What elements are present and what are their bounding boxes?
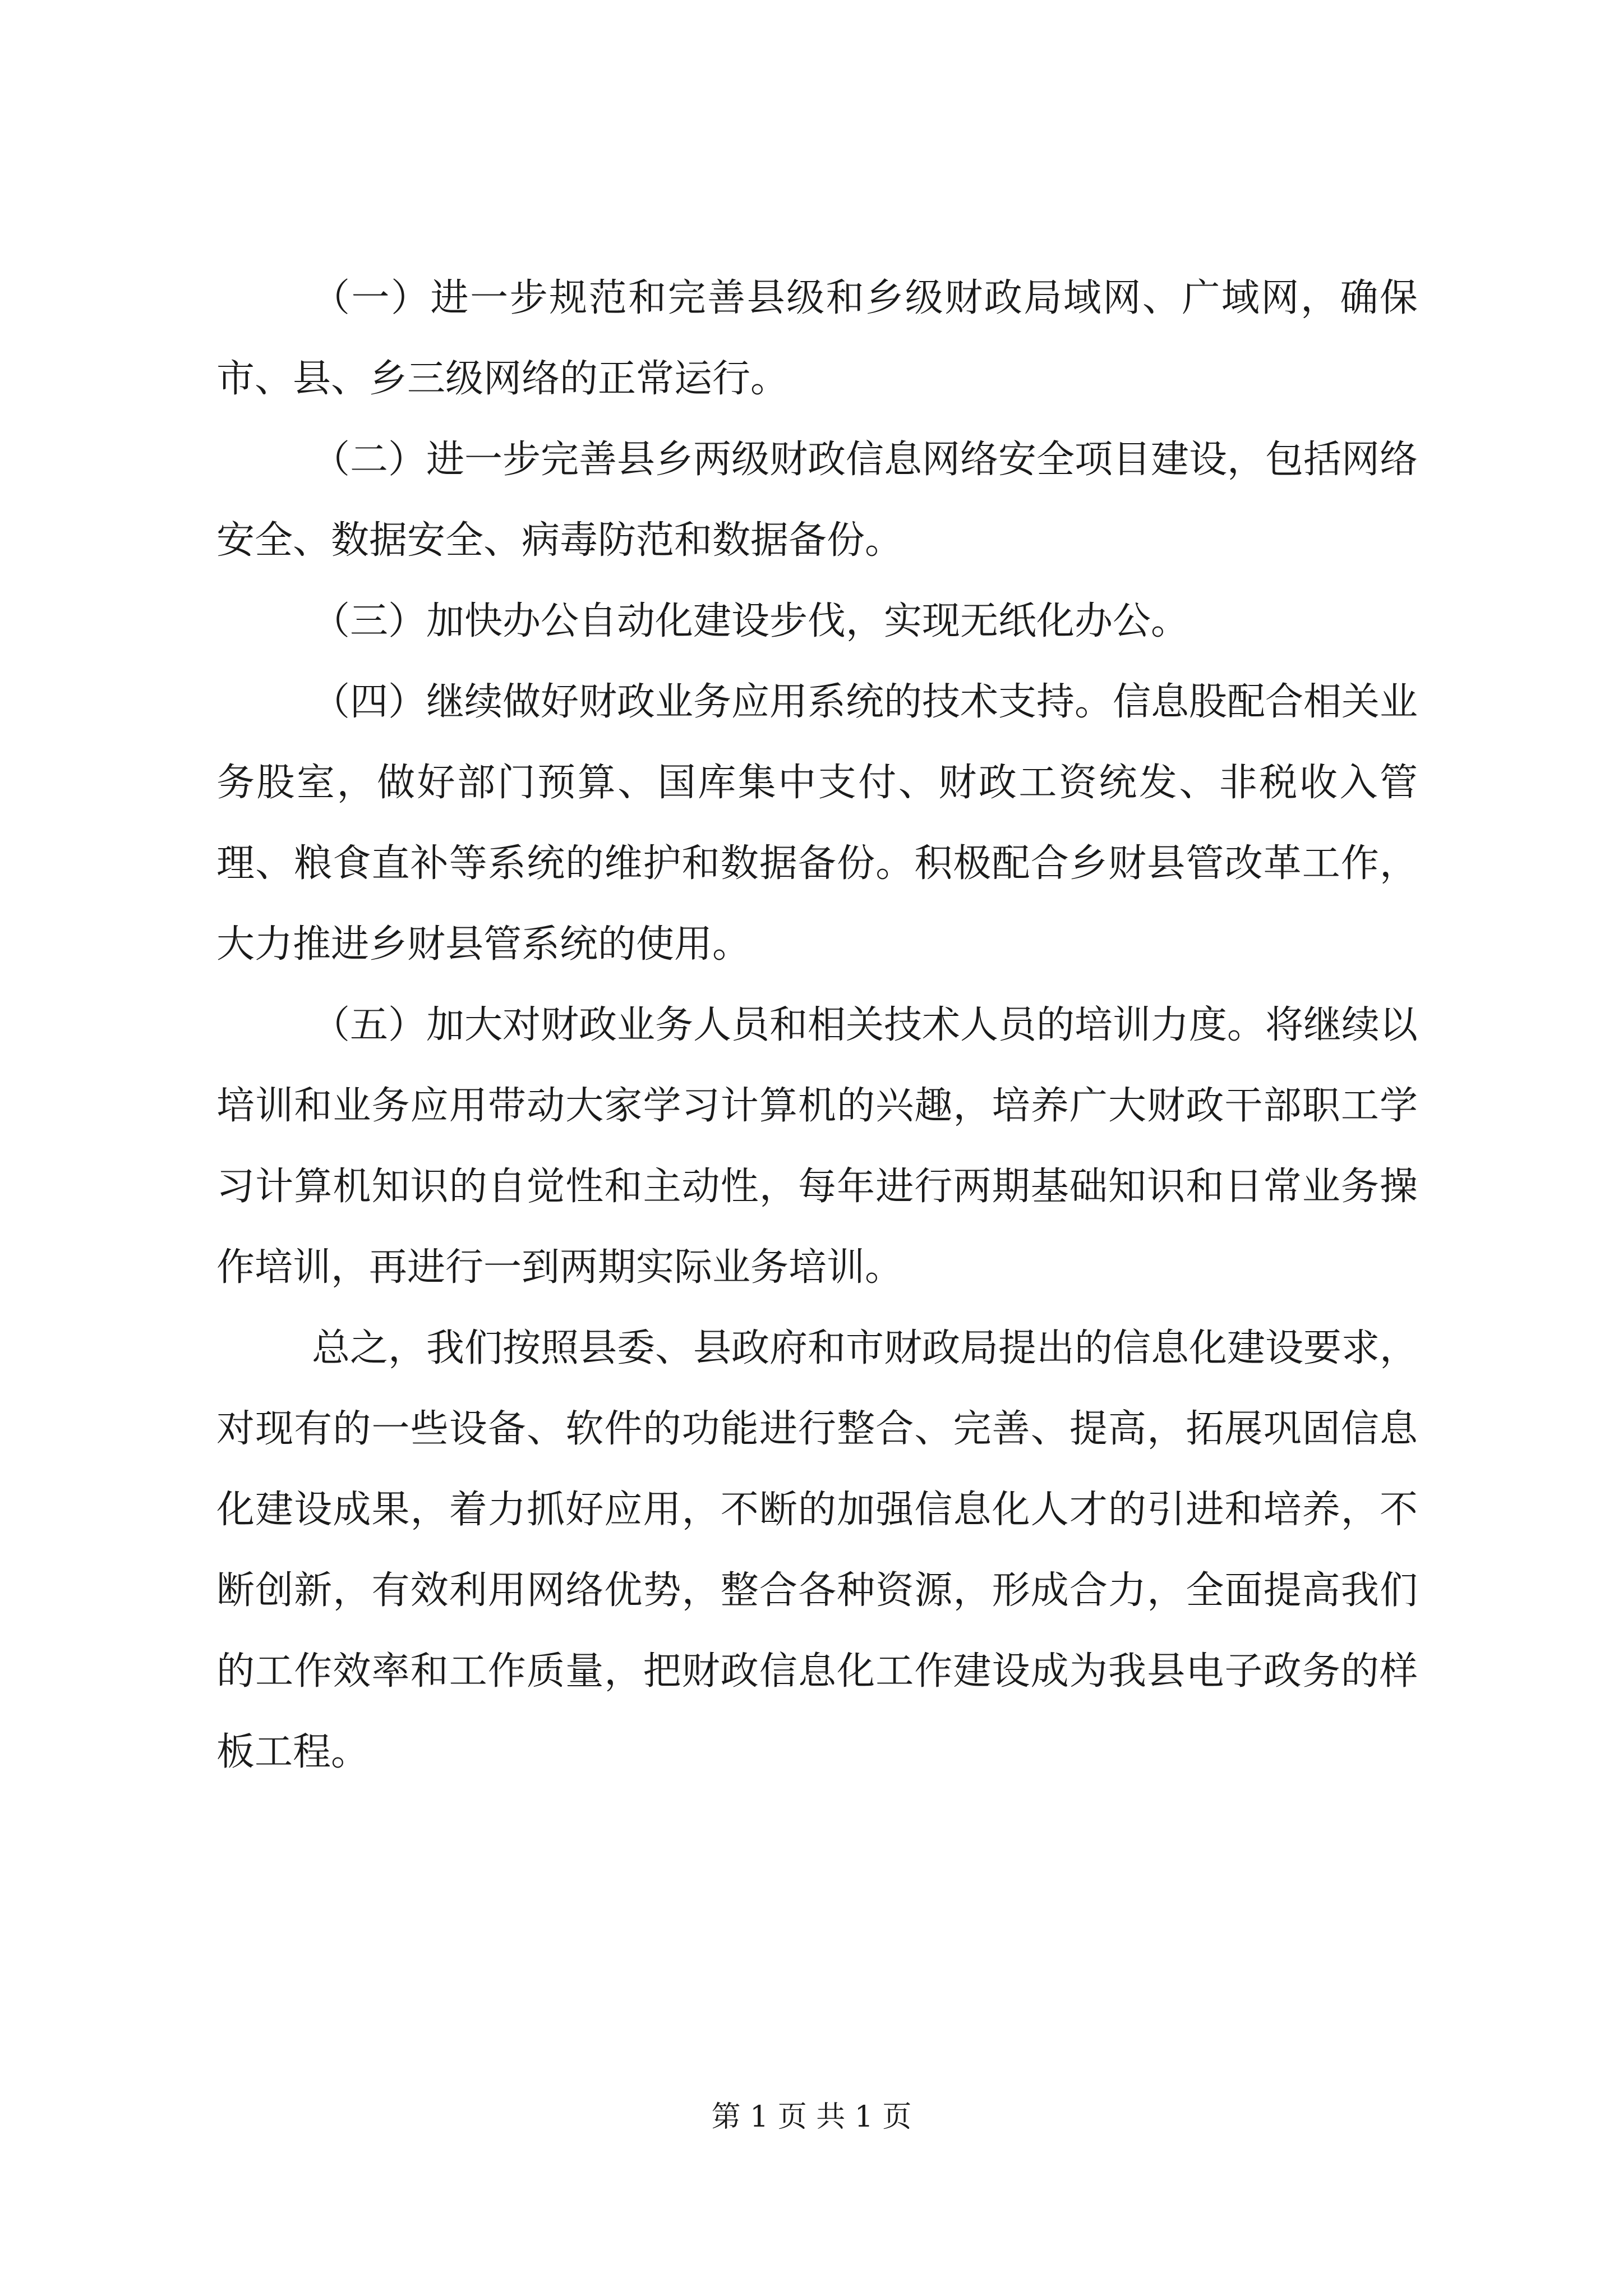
paragraph-summary: 总之，我们按照县委、县政府和市财政局提出的信息化建设要求，对现有的一些设备、软件的功能进行整合、完善、提高，拓展巩固信息化建设成果，着力抓好应用，不断的加强信息化人才的引进和培养，不断创新，有效利用网络优势，整合各种资源，形成合力，全面提高我们的工作效率和工作质量，把财政信息化工作建设成为我县电子政务的样板工程。: [216, 1326, 1418, 1774]
paragraph-1: （一）进一步规范和完善县级和乡级财政局域网、广域网，确保市、县、乡三级网络的正常运行。: [216, 276, 1418, 401]
paragraph-3: （三）加快办公自动化建设步伐，实现无纸化办公。: [312, 599, 1189, 643]
paragraph-2: （二）进一步完善县乡两级财政信息网络安全项目建设，包括网络安全、数据安全、病毒防范和数据备份。: [216, 438, 1418, 563]
paragraph-5: （五）加大对财政业务人员和相关技术人员的培训力度。将继续以培训和业务应用带动大家学习计算机的兴趣，培养广大财政干部职工学习计算机知识的自觉性和主动性，每年进行两期基础知识和日常业务操作培训，再进行一到两期实际业务培训。: [216, 1003, 1418, 1290]
page-footer: 第 1 页 共 1 页: [711, 2100, 912, 2134]
paragraph-4: （四）继续做好财政业务应用系统的技术支持。信息股配合相关业务股室，做好部门预算、国库集中支付、财政工资统发、非税收入管理、粮食直补等系统的维护和数据备份。积极配合乡财县管改革工作，大力推进乡财县管系统的使用。: [216, 680, 1418, 967]
document-body: [216, 258, 1418, 1793]
